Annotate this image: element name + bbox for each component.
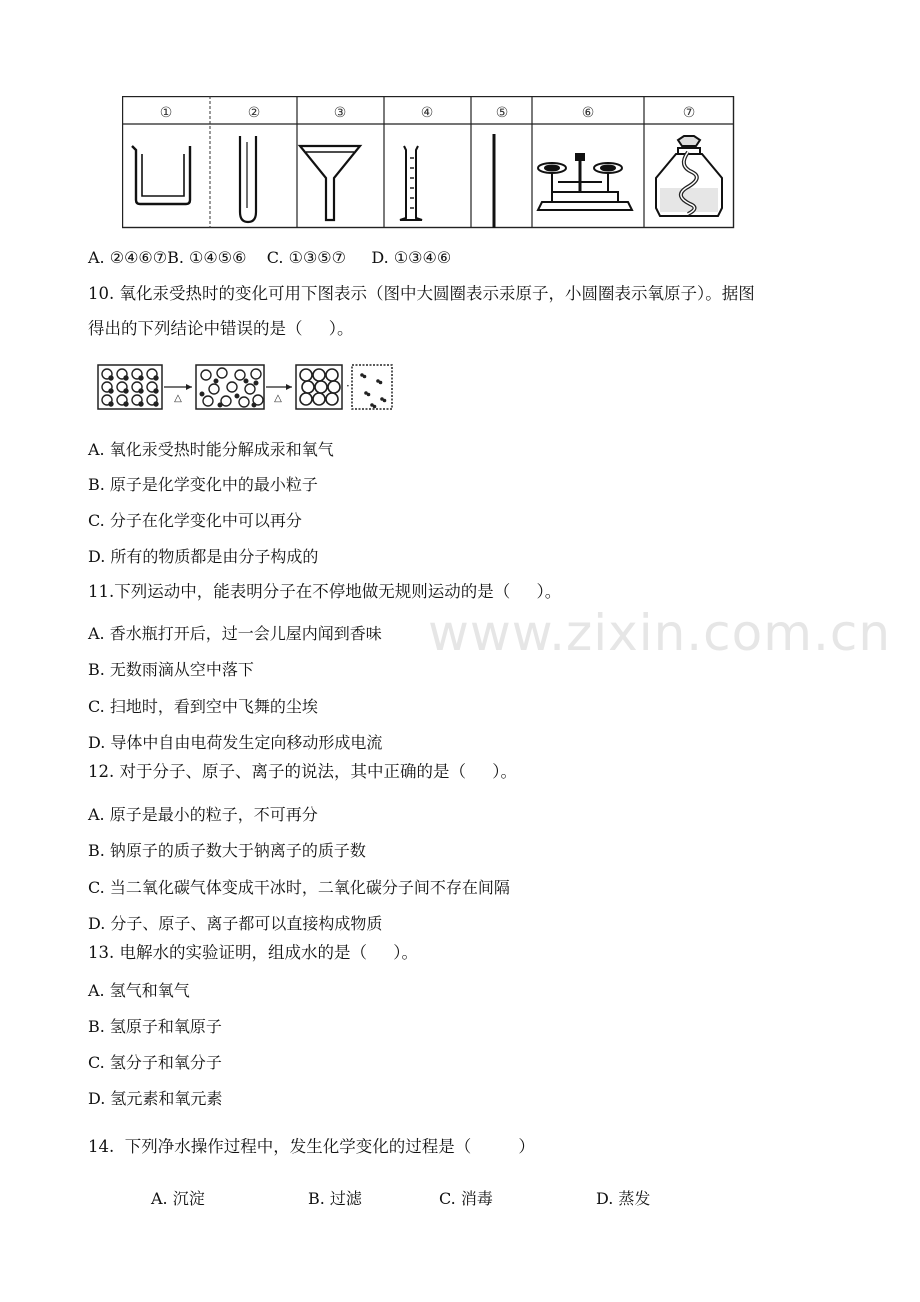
q14-stem: 14. 下列净水操作过程中，发生化学变化的过程是（ ）: [88, 1137, 535, 1156]
apparatus-number-6: ⑥: [581, 105, 595, 121]
oxygen-atom: [379, 381, 383, 385]
oxygen-atom: [139, 389, 143, 393]
q12-option-b: B. 钠原子的质子数大于钠离子的质子数: [88, 841, 366, 860]
oxygen-atom: [109, 402, 113, 406]
oxygen-atom: [367, 393, 371, 397]
oxygen-atom: [124, 376, 128, 380]
alcohol-lamp-icon: [656, 136, 722, 216]
oxygen-atom: [383, 399, 387, 403]
apparatus-number-1: ①: [159, 105, 173, 121]
apparatus-number-7: ⑦: [682, 105, 696, 121]
q10-option-a: A. 氧化汞受热时能分解成汞和氧气: [88, 440, 334, 459]
oxygen-atom: [154, 389, 158, 393]
oxygen-atom: [109, 389, 113, 393]
q13-option-a: A. 氢气和氧气: [88, 981, 190, 1000]
oxygen-atom: [252, 403, 256, 407]
test-tube-icon: [240, 136, 256, 222]
q12-option-d: D. 分子、原子、离子都可以直接构成物质: [88, 914, 383, 933]
q11-option-b: B. 无数雨滴从空中落下: [88, 660, 254, 679]
oxygen-atom: [235, 394, 239, 398]
svg-text:·: ·: [346, 379, 350, 393]
q10-stem-line2: 得出的下列结论中错误的是（ ）。: [88, 319, 354, 338]
q11-stem: 11.下列运动中，能表明分子在不停地做无规则运动的是（ ）。: [88, 582, 562, 601]
heat-symbol-2: △: [274, 393, 282, 404]
watermark: www.zixin.com.cn: [428, 604, 892, 662]
beaker-icon: [132, 146, 190, 204]
oxygen-atom: [218, 403, 222, 407]
balance-icon: [538, 154, 632, 210]
q12-option-c: C. 当二氧化碳气体变成干冰时，二氧化碳分子间不存在间隔: [88, 878, 510, 897]
oxygen-atom: [139, 402, 143, 406]
apparatus-number-2: ②: [247, 105, 261, 121]
apparatus-number-4: ④: [420, 105, 434, 121]
oxygen-atom: [139, 376, 143, 380]
apparatus-number-5: ⑤: [495, 105, 509, 121]
heat-symbol-1: △: [174, 393, 182, 404]
q13-option-c: C. 氢分子和氧分子: [88, 1053, 222, 1072]
graduated-cylinder-icon: [400, 146, 422, 220]
oxygen-atom: [154, 402, 158, 406]
q13-option-b: B. 氢原子和氧原子: [88, 1017, 222, 1036]
oxygen-atom: [200, 392, 204, 396]
q14-option-c: C. 消毒: [439, 1189, 493, 1208]
q14-option-a: A. 沉淀: [151, 1189, 205, 1208]
q13-option-d: D. 氢元素和氧元素: [88, 1089, 223, 1108]
oxygen-atom: [154, 376, 158, 380]
q10-option-b: B. 原子是化学变化中的最小粒子: [88, 475, 318, 494]
oxygen-atom: [373, 405, 377, 409]
q14-option-d: D. 蒸发: [596, 1189, 651, 1208]
apparatus-figure: [122, 96, 736, 230]
q12-option-a: A. 原子是最小的粒子，不可再分: [88, 805, 318, 824]
oxygen-atom: [124, 402, 128, 406]
funnel-icon: [300, 146, 360, 220]
q11-option-a: A. 香水瓶打开后，过一会儿屋内闻到香味: [88, 624, 382, 643]
q12-stem: 12. 对于分子、原子、离子的说法，其中正确的是（ ）。: [88, 762, 517, 781]
mercury-oxide-diagram: [96, 361, 396, 417]
q11-option-c: C. 扫地时，看到空中飞舞的尘埃: [88, 697, 318, 716]
oxygen-atom: [109, 376, 113, 380]
oxygen-atom: [124, 389, 128, 393]
oxygen-atom: [363, 375, 367, 379]
oxygen-atom: [244, 379, 248, 383]
q14-option-b: B. 过滤: [308, 1189, 362, 1208]
q10-stem-line1: 10. 氧化汞受热时的变化可用下图表示（图中大圆圈表示汞原子，小圆圈表示氧原子）。据图: [88, 284, 755, 303]
oxygen-atom: [214, 379, 218, 383]
q13-stem: 13. 电解水的实验证明，组成水的是（ ）。: [88, 943, 418, 962]
apparatus-number-3: ③: [333, 105, 347, 121]
q9-options: A. ②④⑥⑦B. ①④⑤⑥ C. ①③⑤⑦ D. ①③④⑥: [88, 248, 452, 267]
q11-option-d: D. 导体中自由电荷发生定向移动形成电流: [88, 733, 383, 752]
q10-option-c: C. 分子在化学变化中可以再分: [88, 511, 302, 530]
q10-option-d: D. 所有的物质都是由分子构成的: [88, 547, 319, 566]
oxygen-atom: [254, 381, 258, 385]
